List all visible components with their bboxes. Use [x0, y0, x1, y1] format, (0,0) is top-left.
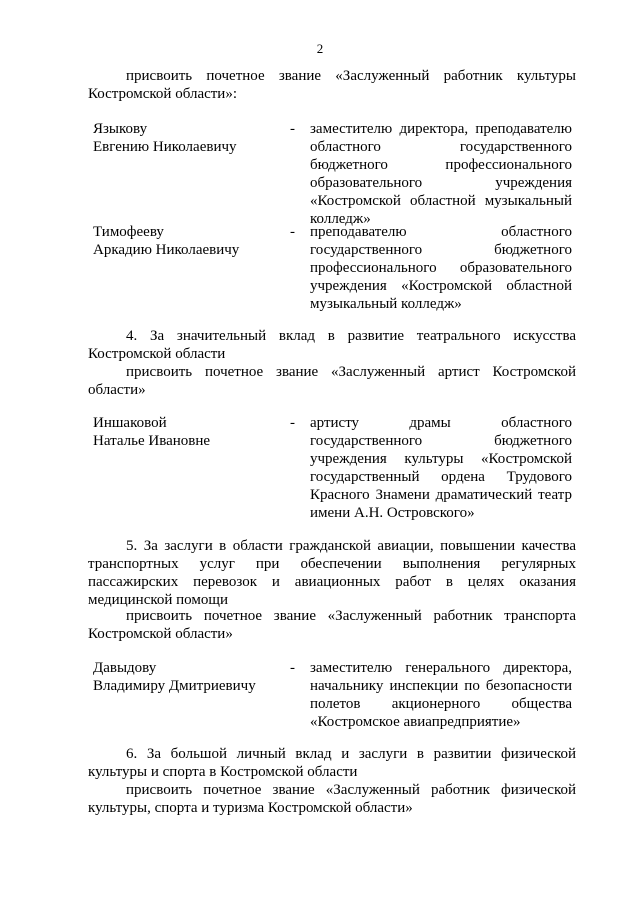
list-dash: -: [290, 660, 295, 676]
list-dash: -: [290, 224, 295, 240]
section5-heading: 5. За заслуги в области гражданской авиации, повышении качества транспортных услуг при обеспечении выполнения регулярных пассажирских перевозок и авиационных работ в целях оказания медицинской помощи: [88, 538, 576, 608]
list-dash: -: [290, 415, 295, 431]
person-position: артисту драмы областного государственного бюджетного учреждения культуры «Костромской государственный ордена Трудового Красного Знамени драматический театр имени А.Н. Островского»: [310, 415, 572, 521]
person-position: заместителю генерального директора, начальнику инспекции по безопасности полетов акционерного общества «Костромское авиапредприятие»: [310, 660, 572, 730]
person-position: заместителю директора, преподавателю областного государственного бюджетного профессионального образовательного учреждения «Костромской областной музыкальный колледж»: [310, 121, 572, 227]
person-name-line2: Наталье Ивановне: [93, 433, 211, 449]
person-name-line1: Тимофееву: [93, 224, 164, 240]
person-name-line1: Давыдову: [93, 660, 157, 676]
person-name-line2: Владимиру Дмитриевичу: [93, 678, 256, 694]
person-name-line2: Аркадию Николаевичу: [93, 242, 240, 258]
person-name-line1: Языкову: [93, 121, 148, 137]
person-name-line1: Иншаковой: [93, 415, 167, 431]
section6-heading: 6. За большой личный вклад и заслуги в развитии физической культуры и спорта в Костромской области: [88, 746, 576, 780]
person-position: преподавателю областного государственного бюджетного профессионального образовательного учреждения «Костромской областной музыкальный колледж»: [310, 224, 572, 312]
list-dash: -: [290, 121, 295, 137]
section4-heading: 4. За значительный вклад в развитие театрального искусства Костромской области: [88, 328, 576, 362]
person-name-line2: Евгению Николаевичу: [93, 139, 237, 155]
intro-culture-paragraph: присвоить почетное звание «Заслуженный работник культуры Костромской области»:: [88, 68, 576, 102]
section4-assign: присвоить почетное звание «Заслуженный артист Костромской области»: [88, 364, 576, 398]
section5-assign: присвоить почетное звание «Заслуженный работник транспорта Костромской области»: [88, 608, 576, 642]
page-number: 2: [316, 41, 324, 56]
section6-assign: присвоить почетное звание «Заслуженный работник физической культуры, спорта и туризма Костромской области»: [88, 782, 576, 816]
